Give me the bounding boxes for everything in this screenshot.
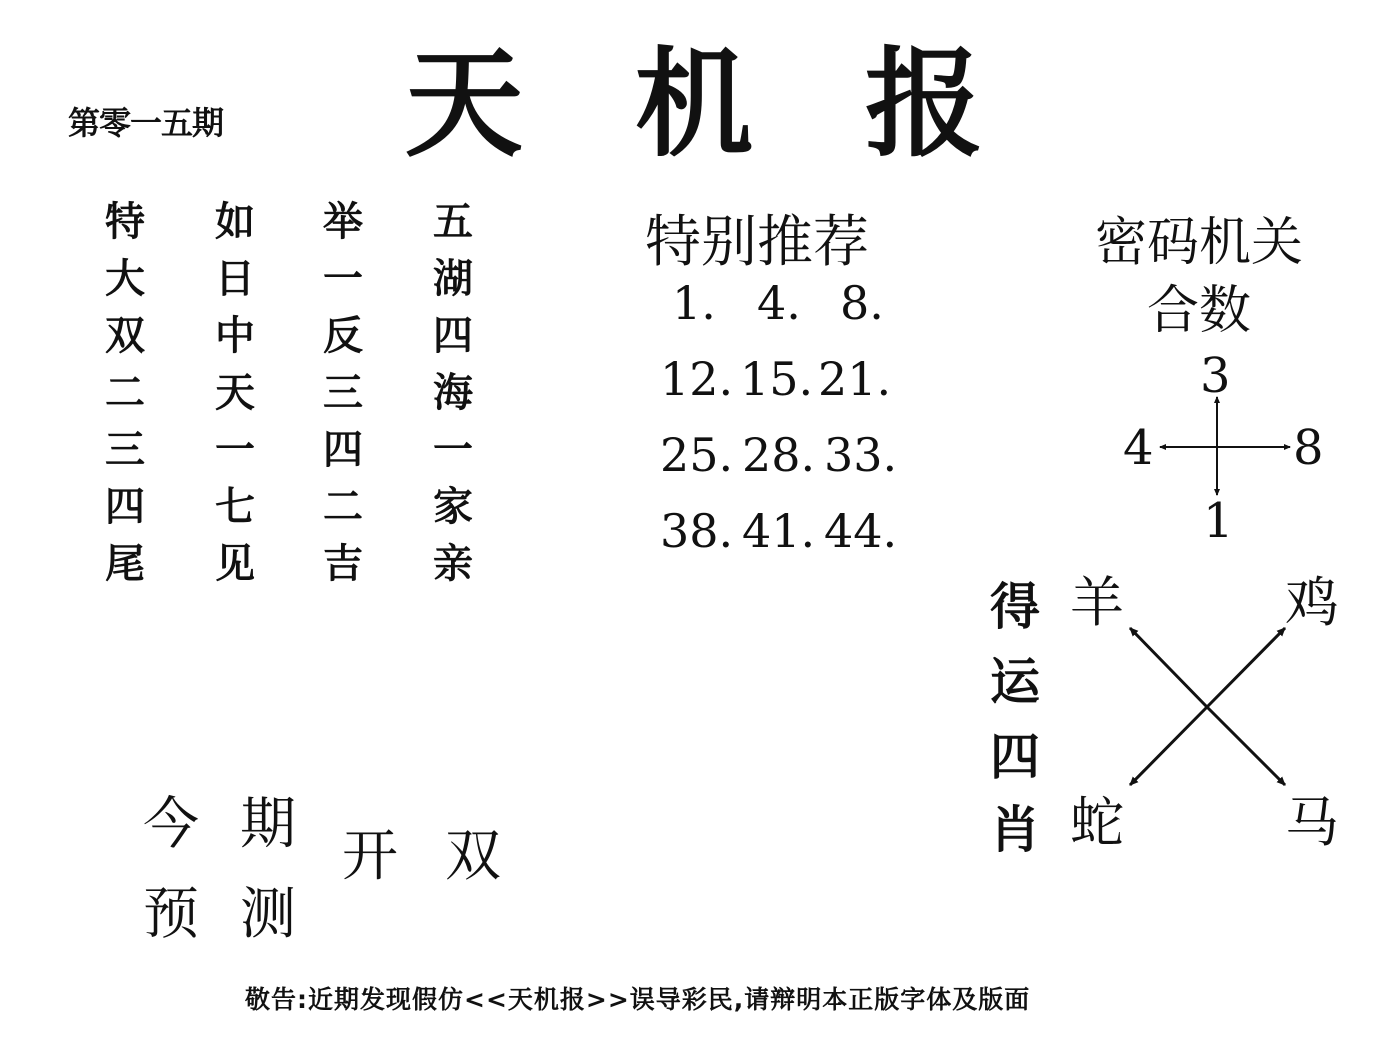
password-subtitle: 合数 [1147,281,1252,341]
poem-char: 双 [105,313,145,359]
prediction-value: 双 [445,824,501,889]
poem-char: 见 [215,541,255,587]
recommend-number: 8. [840,276,884,330]
prediction-value: 开 [342,824,398,889]
poem-char: 四 [105,484,145,530]
zodiac-bottom-right: 马 [1285,791,1339,854]
poem-char: 亲 [433,541,473,587]
compass-right-number: 8 [1293,420,1324,476]
compass-top-number: 3 [1200,348,1231,404]
poem-char: 五 [433,199,473,245]
footer-notice: 敬告:近期发现假仿<<天机报>>误导彩民,请辩明本正版字体及版面 [245,985,1031,1014]
poem-char: 特 [105,199,145,245]
recommend-number: 38. [660,504,734,558]
recommend-title: 特别推荐 [645,210,869,275]
poem-char: 一 [215,427,255,473]
poem-char: 大 [105,256,145,302]
compass-cross [1160,397,1290,495]
poem-char: 一 [433,427,473,473]
poem-char: 海 [433,370,473,416]
lucky-label-char: 四 [990,728,1040,786]
poem-char: 尾 [105,541,145,587]
poem-char: 如 [215,199,255,245]
poem-char: 湖 [433,256,473,302]
poem-char: 日 [215,256,255,302]
prediction-label-char: 今 [143,792,199,857]
poem-char: 三 [323,370,363,416]
poem-char: 一 [323,256,363,302]
issue-number: 第零一五期 [68,104,224,142]
password-title: 密码机关 [1095,213,1304,273]
poem-char: 举 [323,199,363,245]
poem-char: 二 [323,484,363,530]
poem-char: 中 [215,313,255,359]
recommend-number: 33. [824,428,898,482]
newspaper-title: 天机报 [405,34,1096,173]
prediction-label-char: 期 [240,792,296,857]
recommend-number: 41. [742,504,816,558]
recommend-number: 28. [742,428,816,482]
poem-char: 吉 [323,541,363,587]
recommend-number: 15. [740,352,814,406]
poem-char: 四 [323,427,363,473]
recommend-number: 1. [672,276,716,330]
poem-char: 家 [433,484,473,530]
poem-char: 四 [433,313,473,359]
zodiac-top-right: 鸡 [1285,571,1339,634]
recommend-number: 25. [660,428,734,482]
zodiac-top-left: 羊 [1070,571,1124,634]
compass-bottom-number: 1 [1203,493,1234,549]
recommend-number: 21. [818,352,892,406]
zodiac-cross [1130,628,1285,785]
prediction-label-char: 测 [240,882,296,947]
recommend-number: 44. [824,504,898,558]
poem-char: 三 [105,427,145,473]
poem-char: 天 [215,370,255,416]
lucky-label-char: 得 [990,578,1040,636]
poem-char: 反 [323,313,363,359]
recommend-number: 4. [757,276,801,330]
poem-char: 七 [215,484,255,530]
compass-left-number: 4 [1123,420,1154,476]
zodiac-bottom-left: 蛇 [1070,791,1124,854]
lucky-label-char: 肖 [990,801,1040,859]
recommend-number: 12. [660,352,734,406]
prediction-label-char: 预 [143,882,199,947]
lucky-label-char: 运 [990,653,1040,711]
poem-char: 二 [105,370,145,416]
